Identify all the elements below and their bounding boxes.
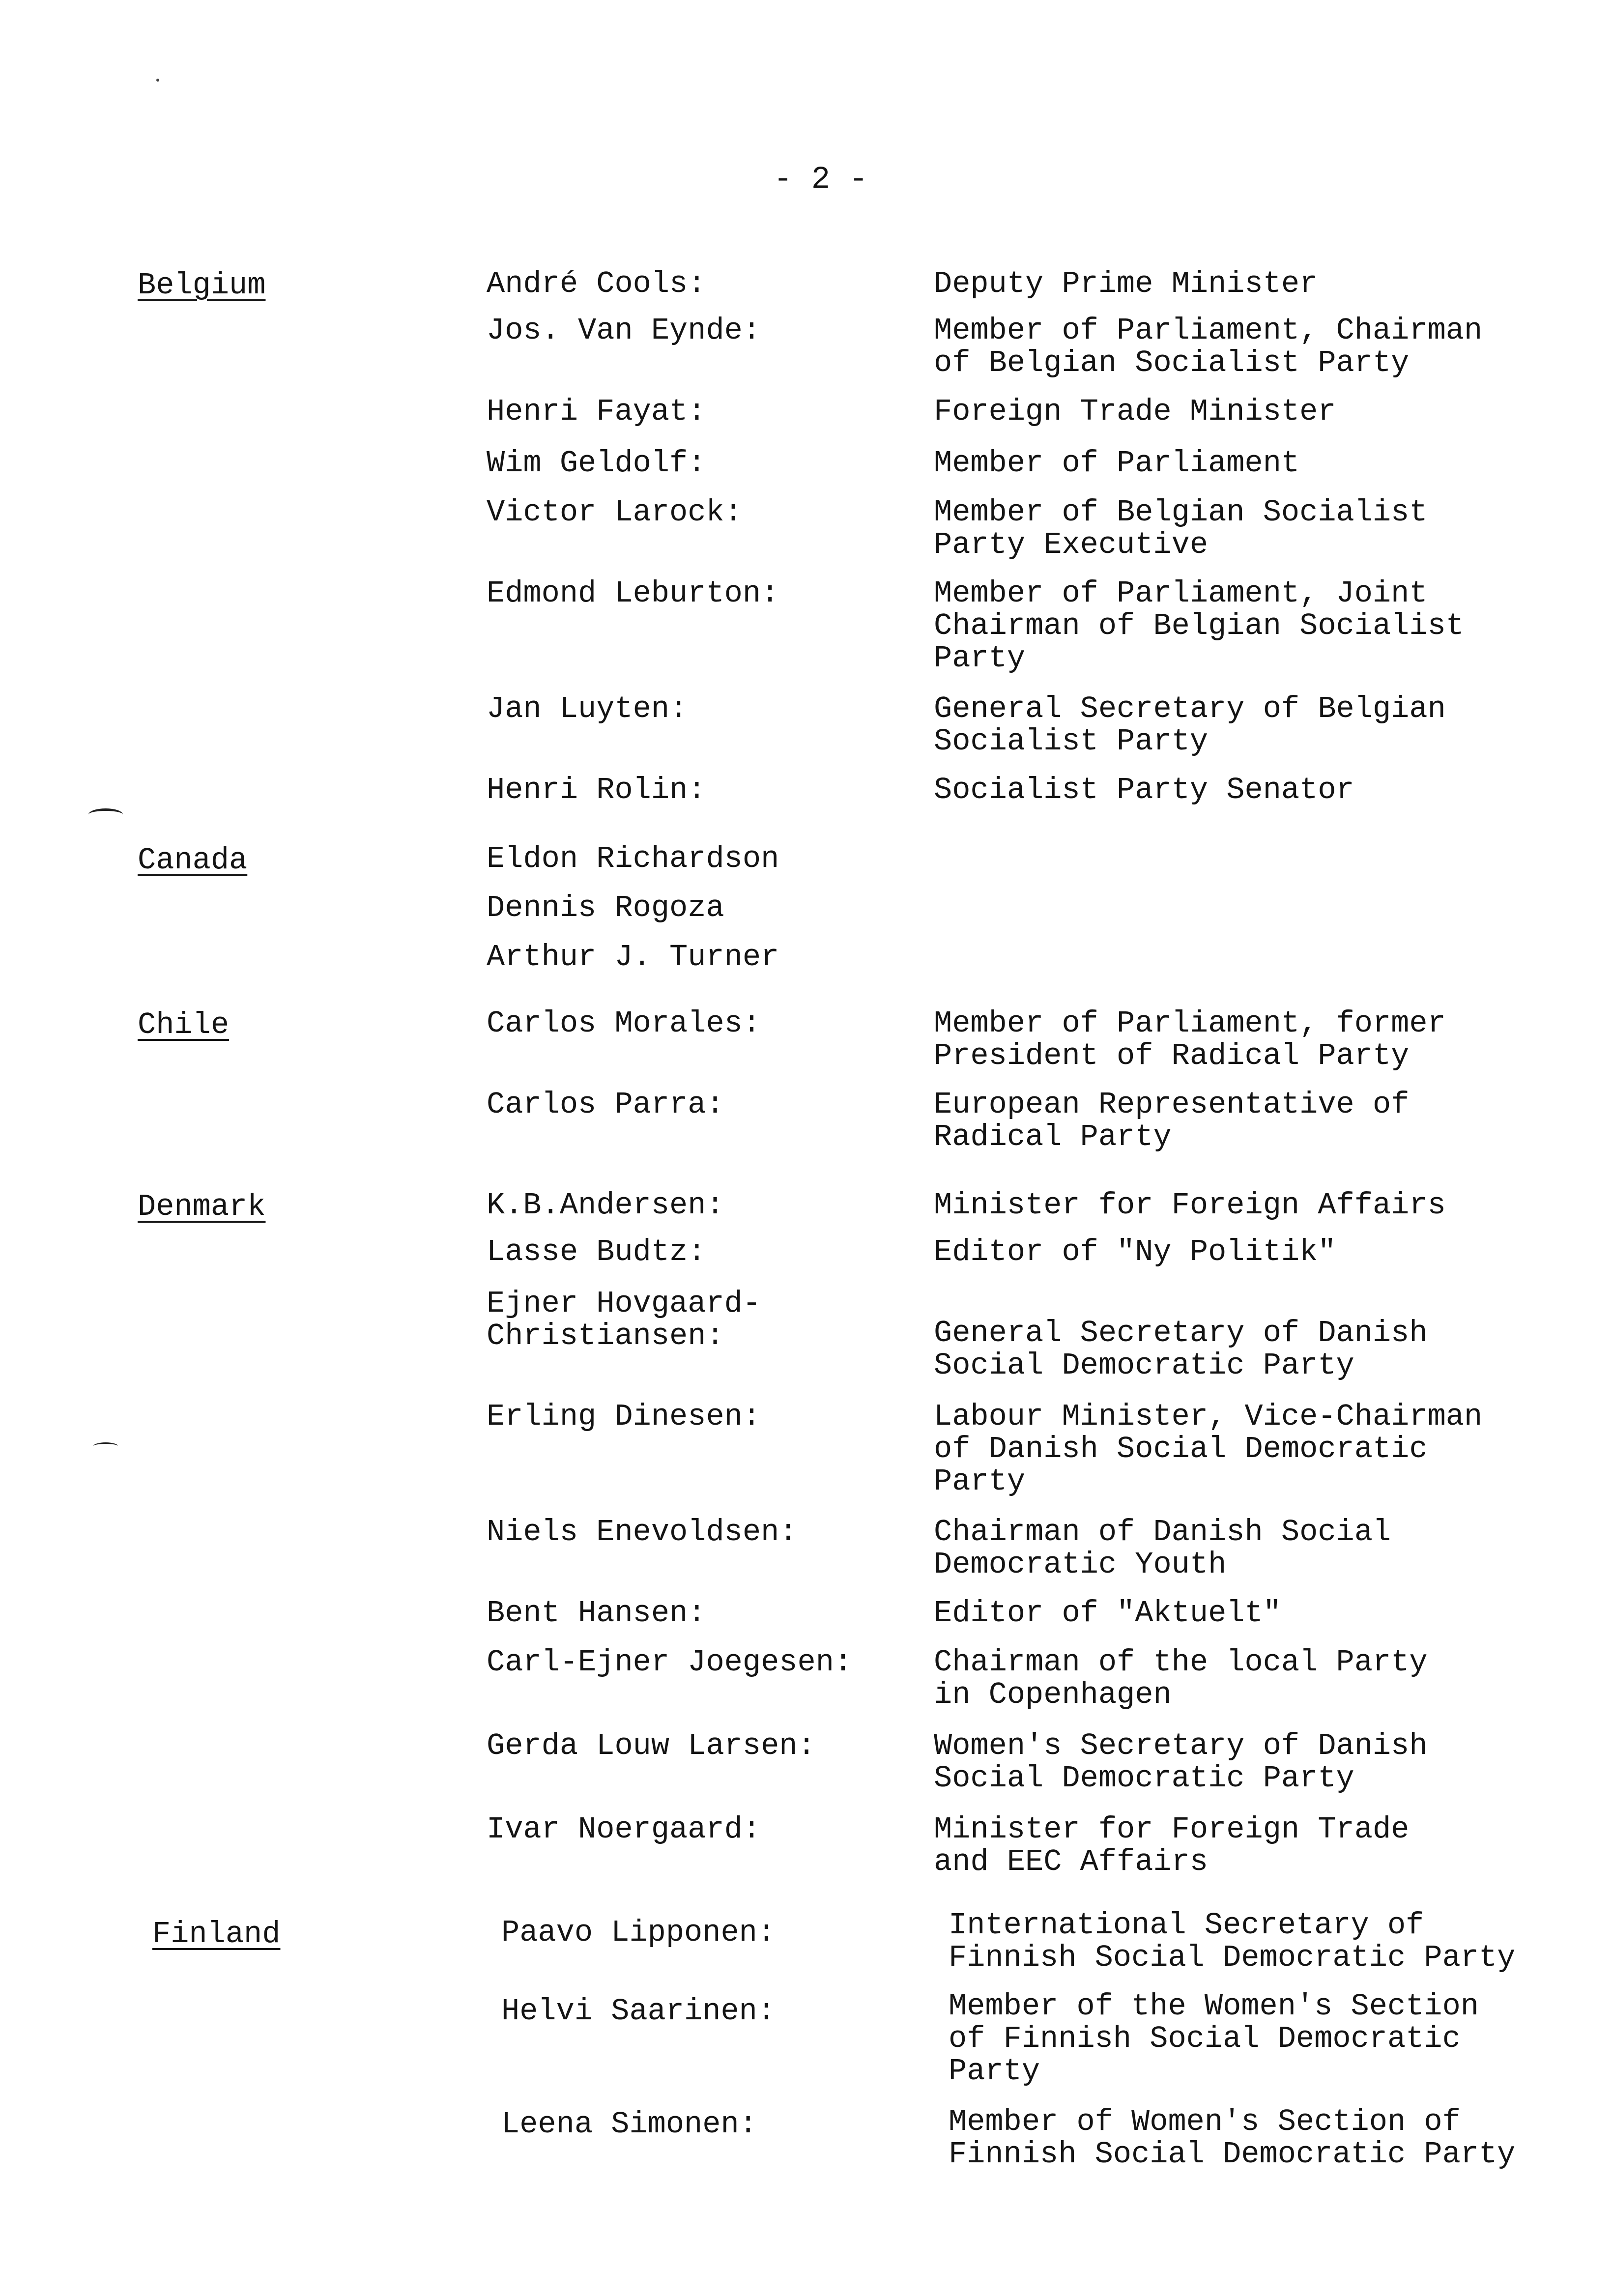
delegate-name: Victor Larock: — [487, 495, 743, 530]
delegate-role: Labour Minister, Vice-Chairman of Danish Social Democratic Party — [934, 1399, 1483, 1499]
delegate-role: Minister for Foreign Trade and EEC Affairs — [934, 1812, 1410, 1879]
country-heading: Finland — [152, 1917, 281, 1952]
delegate-role: Editor of "Aktuelt" — [934, 1596, 1281, 1631]
delegate-role: Editor of "Ny Politik" — [934, 1234, 1336, 1269]
delegate-name: Edmond Leburton: — [487, 576, 779, 611]
delegate-role: Chairman of the local Party in Copenhagen — [934, 1645, 1428, 1712]
delegate-name: Dennis Rogoza — [487, 890, 724, 925]
delegate-name: Eldon Richardson — [487, 841, 779, 876]
delegate-name: Carlos Morales: — [487, 1006, 761, 1041]
delegate-name: Carlos Parra: — [487, 1087, 724, 1122]
delegate-name: Leena Simonen: — [501, 2107, 757, 2142]
delegate-role: General Secretary of Belgian Socialist Party — [934, 691, 1446, 759]
delegate-role: Member of Belgian Socialist Party Executive — [934, 495, 1428, 562]
margin-mark — [93, 1442, 118, 1450]
delegate-name: Paavo Lipponen: — [501, 1915, 776, 1950]
delegate-role: European Representative of Radical Party — [934, 1087, 1410, 1154]
country-heading: Canada — [138, 843, 248, 878]
delegate-name: Wim Geldolf: — [487, 446, 706, 481]
delegate-name: Henri Fayat: — [487, 394, 706, 429]
delegate-name: Niels Enevoldsen: — [487, 1515, 798, 1550]
delegate-name: Bent Hansen: — [487, 1596, 706, 1631]
delegate-role: Member of Parliament, former President of Radical Party — [934, 1006, 1446, 1073]
delegate-name: André Cools: — [487, 266, 706, 301]
delegate-name: Gerda Louw Larsen: — [487, 1728, 816, 1763]
delegate-name: Jan Luyten: — [487, 691, 688, 726]
delegate-role: Member of the Women's Section of Finnish Social Democratic Party — [949, 1989, 1479, 2089]
delegate-name: Lasse Budtz: — [487, 1234, 706, 1269]
page-number: - 2 - — [773, 162, 868, 198]
delegate-name: Arthur J. Turner — [487, 940, 779, 975]
delegate-role: Member of Parliament, Chairman of Belgian Socialist Party — [934, 313, 1483, 380]
country-heading: Chile — [138, 1007, 230, 1042]
country-heading: Denmark — [138, 1189, 266, 1224]
delegate-role: Socialist Party Senator — [934, 773, 1354, 807]
delegate-role: General Secretary of Danish Social Democratic Party — [934, 1316, 1428, 1383]
delegate-role: Deputy Prime Minister — [934, 266, 1318, 301]
delegate-role: Member of Parliament — [934, 446, 1300, 481]
margin-dot — [156, 79, 159, 82]
delegate-name: Ivar Noergaard: — [487, 1812, 761, 1847]
delegate-name: Erling Dinesen: — [487, 1399, 761, 1434]
delegate-role: Minister for Foreign Affairs — [934, 1188, 1446, 1223]
delegate-name: K.B.Andersen: — [487, 1188, 724, 1223]
margin-mark — [88, 808, 123, 821]
country-heading: Belgium — [138, 268, 266, 303]
delegate-name: Ejner Hovgaard- Christiansen: — [487, 1286, 761, 1353]
delegate-role: Member of Parliament, Joint Chairman of Belgian Socialist Party — [934, 576, 1464, 676]
delegate-name: Henri Rolin: — [487, 773, 706, 807]
delegate-name: Helvi Saarinen: — [501, 1994, 776, 2029]
delegate-name: Jos. Van Eynde: — [487, 313, 761, 348]
delegate-name: Carl-Ejner Joegesen: — [487, 1645, 853, 1680]
delegate-role: International Secretary of Finnish Social Democratic Party — [949, 1908, 1516, 1975]
delegate-role: Women's Secretary of Danish Social Democratic Party — [934, 1728, 1428, 1796]
delegate-role: Chairman of Danish Social Democratic Youth — [934, 1515, 1391, 1582]
delegate-role: Foreign Trade Minister — [934, 394, 1336, 429]
delegate-role: Member of Women's Section of Finnish Social Democratic Party — [949, 2104, 1516, 2172]
